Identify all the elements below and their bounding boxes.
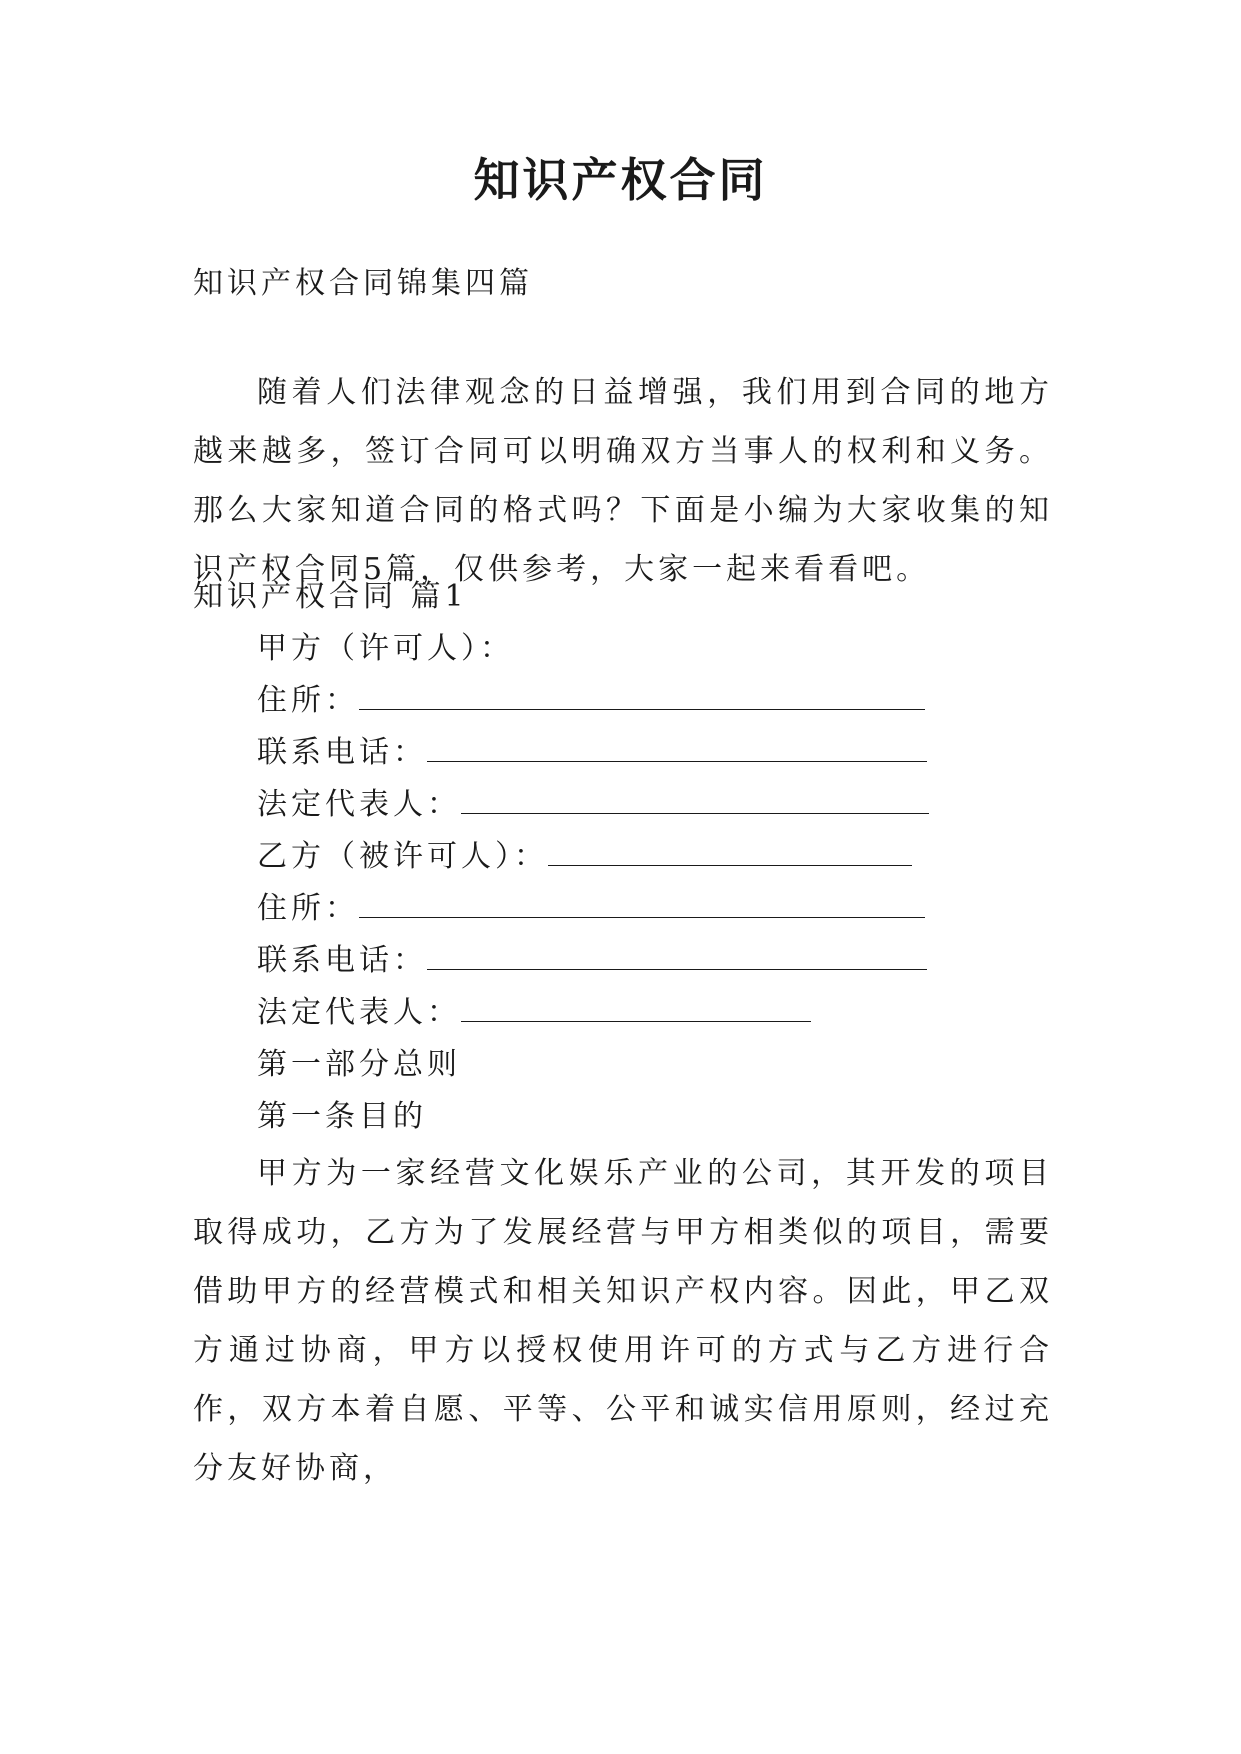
party-a-label: 甲方（许可人）： bbox=[257, 631, 514, 666]
party-b-address-row bbox=[257, 889, 925, 929]
party-a-rep-row bbox=[257, 785, 929, 825]
party-b-rep-label: 法定代表人： bbox=[257, 995, 461, 1030]
party-b-phone-blank[interactable] bbox=[427, 941, 927, 970]
party-a-address-blank[interactable] bbox=[359, 681, 925, 710]
document-subtitle: 知识产权合同锦集四篇 bbox=[193, 266, 533, 301]
party-b-phone-label: 联系电话： bbox=[257, 943, 427, 978]
party-a-rep-blank[interactable] bbox=[461, 785, 929, 814]
party-b-row bbox=[257, 837, 912, 877]
party-b-phone-row bbox=[257, 941, 927, 981]
party-a-rep-label: 法定代表人： bbox=[257, 787, 461, 822]
party-a-phone-blank[interactable] bbox=[427, 733, 927, 762]
party-b-blank[interactable] bbox=[548, 837, 912, 866]
party-b-rep-blank[interactable] bbox=[461, 993, 811, 1022]
section-heading: 知识产权合同 篇1 bbox=[193, 579, 468, 614]
party-a-phone-label: 联系电话： bbox=[257, 735, 427, 770]
party-b-rep-row bbox=[257, 993, 811, 1033]
party-b-address-label: 住所： bbox=[257, 891, 359, 926]
party-b-label: 乙方（被许可人）： bbox=[257, 839, 548, 874]
article-one-paragraph: 甲方为一家经营文化娱乐产业的公司，其开发的项目取得成功，乙方为了发展经营与甲方相类似的项目，需要借助甲方的经营模式和相关知识产权内容。因此，甲乙双方通过协商，甲方以授权使用许可的方式与乙方进行合作，双方本着自愿、平等、公平和诚实信用原则，经过充分友好协商， bbox=[193, 1156, 1053, 1486]
intro-paragraph: 随着人们法律观念的日益增强，我们用到合同的地方越来越多，签订合同可以明确双方当事人的权利和义务。那么大家知道合同的格式吗？下面是小编为大家收集的知识产权合同5篇，仅供参考，大家一起来看看吧。 bbox=[193, 375, 1053, 587]
party-b-address-blank[interactable] bbox=[359, 889, 925, 918]
party-a-address-label: 住所： bbox=[257, 683, 359, 718]
document-title: 知识产权合同 bbox=[473, 153, 768, 207]
party-a-phone-row bbox=[257, 733, 927, 773]
part-one-heading: 第一部分总则 bbox=[257, 1047, 461, 1082]
article-one-heading: 第一条目的 bbox=[257, 1099, 427, 1134]
party-a-address-row bbox=[257, 681, 925, 721]
